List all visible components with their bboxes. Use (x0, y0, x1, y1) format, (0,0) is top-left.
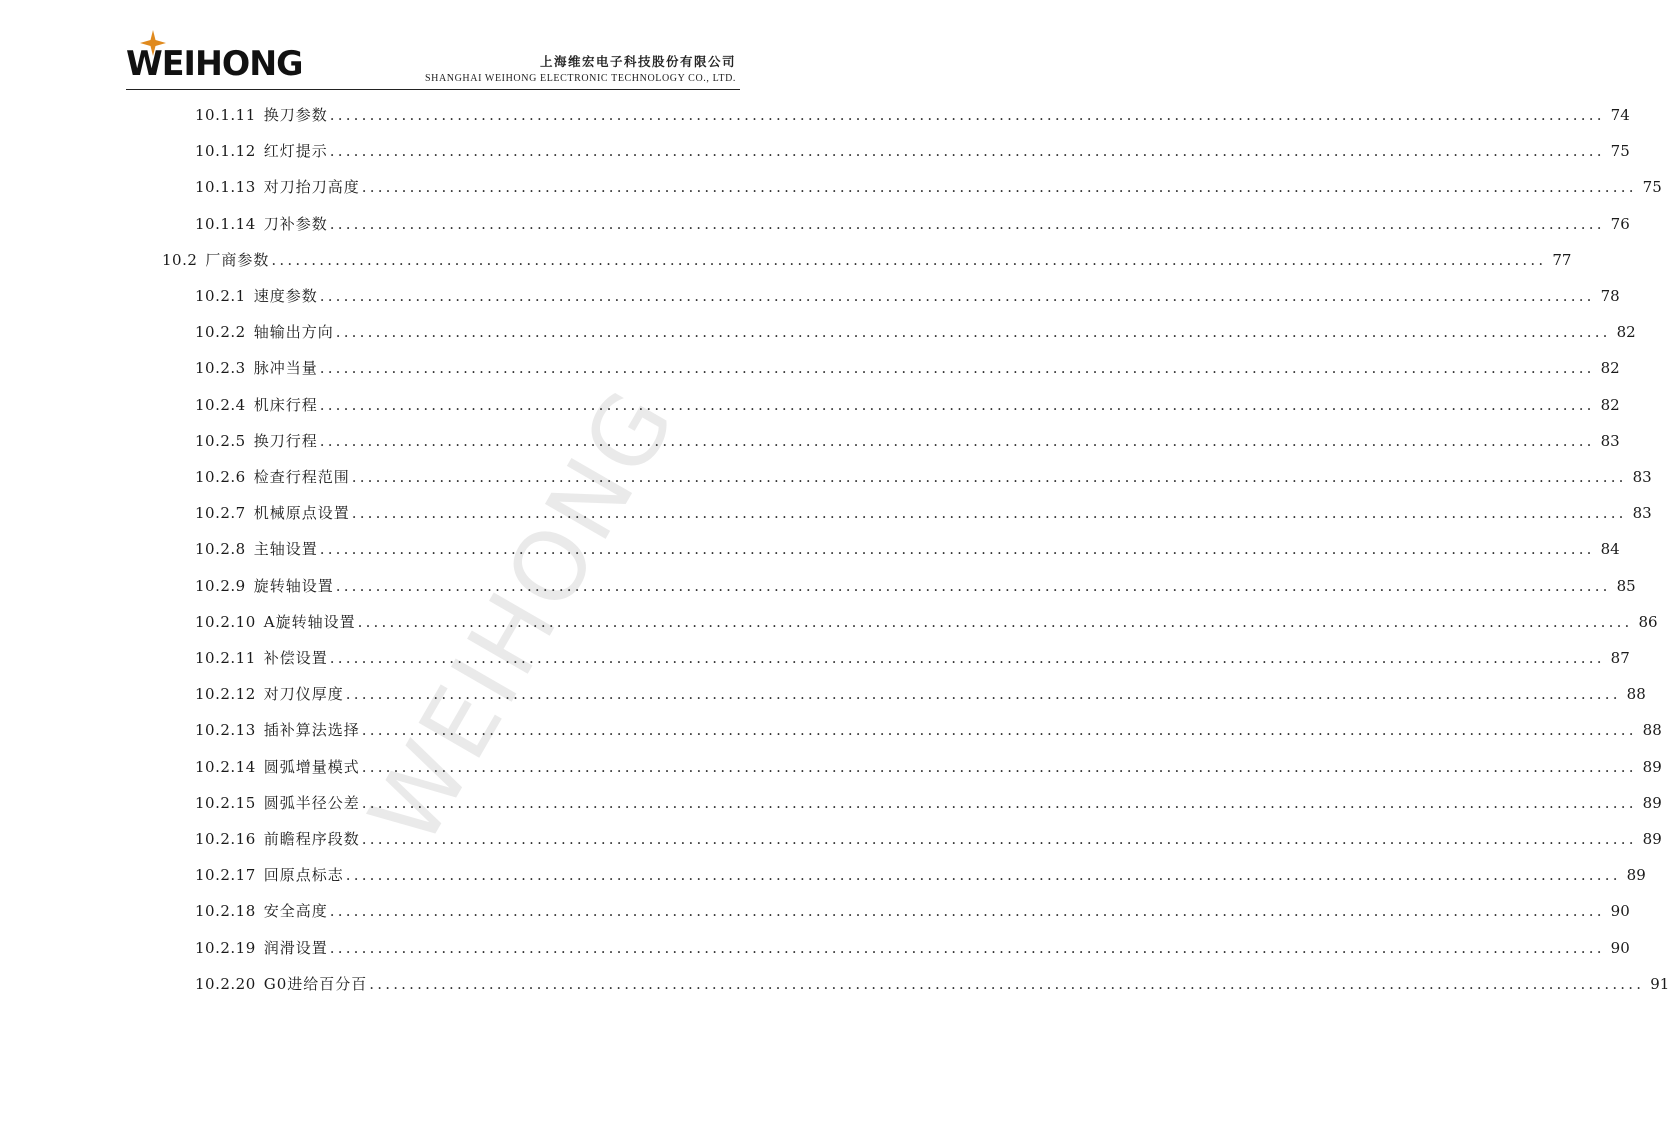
toc-entry-number: 10.2.15 (195, 793, 256, 812)
toc-entry-title: G0进给百分百 (263, 974, 368, 993)
company-name-english: SHANGHAI WEIHONG ELECTRONIC TECHNOLOGY CO., LTD. (424, 73, 736, 84)
toc-entry-title: 圆弧半径公差 (263, 793, 360, 812)
toc-entry-title: 刀补参数 (263, 214, 328, 233)
toc-leader-dots: ................................................................................................................................................................ (271, 250, 1547, 269)
toc-entry-title: 机械原点设置 (253, 504, 350, 523)
toc-entry[interactable] (195, 611, 1658, 633)
toc-entry[interactable] (195, 321, 1636, 343)
toc-leader-dots: ................................................................................................................................................................ (329, 142, 1605, 161)
toc-entry-page: 85 (1616, 576, 1636, 595)
toc-entry-page: 83 (1600, 431, 1620, 450)
toc-entry-title: 旋转轴设置 (253, 576, 334, 595)
toc-entry-title: 圆弧增量模式 (263, 757, 360, 776)
toc-entry[interactable] (195, 719, 1662, 741)
toc-leader-dots: ................................................................................................................................................................ (335, 576, 1611, 595)
toc-entry-number: 10.1.13 (195, 178, 256, 197)
toc-entry[interactable] (195, 683, 1646, 705)
toc-entry-number: 10.1.14 (195, 214, 256, 233)
toc-entry-title: A旋转轴设置 (263, 612, 356, 631)
toc-leader-dots: ................................................................................................................................................................ (345, 866, 1621, 885)
toc-leader-dots: ................................................................................................................................................................ (361, 178, 1637, 197)
toc-entry-title: 对刀抬刀高度 (263, 178, 360, 197)
company-name-chinese: 上海维宏电子科技股份有限公司 (539, 54, 736, 69)
toc-entry[interactable] (195, 575, 1636, 597)
toc-entry[interactable] (195, 828, 1662, 850)
toc-entry-page: 82 (1616, 323, 1636, 342)
toc-entry-number: 10.2.10 (195, 612, 256, 631)
toc-entry-number: 10.2.2 (195, 323, 246, 342)
toc-leader-dots: ................................................................................................................................................................ (329, 106, 1605, 124)
toc-leader-dots: ................................................................................................................................................................ (357, 612, 1633, 631)
toc-entry-title: 换刀行程 (253, 431, 318, 450)
toc-entry-title: 机床行程 (253, 395, 318, 414)
toc-entry[interactable] (162, 249, 1572, 271)
toc-entry-title: 主轴设置 (253, 540, 318, 559)
toc-leader-dots: ................................................................................................................................................................ (361, 793, 1637, 812)
toc-entry-number: 10.2.7 (195, 504, 246, 523)
toc-leader-dots: ................................................................................................................................................................ (319, 431, 1595, 450)
watermark: WEIHONG (347, 368, 698, 864)
toc-leader-dots: ................................................................................................................................................................ (369, 974, 1645, 993)
toc-entry[interactable] (195, 538, 1620, 560)
toc-entry[interactable] (195, 176, 1662, 198)
toc-entry-page: 82 (1600, 359, 1620, 378)
toc-entry-page: 89 (1626, 866, 1646, 885)
toc-entry[interactable] (195, 213, 1630, 235)
toc-entry-page: 91 (1650, 974, 1669, 993)
logo-text: WEIHONG (126, 44, 303, 84)
toc-entry-number: 10.2.8 (195, 540, 246, 559)
toc-entry-page: 86 (1638, 612, 1658, 631)
toc-leader-dots: ................................................................................................................................................................ (361, 830, 1637, 848)
toc-entry[interactable] (195, 466, 1652, 488)
toc-leader-dots: ................................................................................................................................................................ (351, 504, 1627, 523)
toc-entry-number: 10.2.13 (195, 721, 256, 740)
toc-entry-page: 87 (1610, 649, 1630, 667)
toc-entry-page: 88 (1626, 685, 1646, 704)
toc-entry-title: 检查行程范围 (253, 468, 350, 486)
toc-entry-page: 77 (1552, 250, 1572, 269)
toc-entry[interactable] (195, 502, 1652, 524)
toc-entry[interactable] (195, 792, 1662, 814)
toc-entry-title: 回原点标志 (263, 866, 344, 885)
toc-entry-page: 89 (1642, 830, 1662, 848)
toc-entry-page: 90 (1610, 902, 1630, 921)
toc-entry[interactable] (195, 756, 1662, 778)
toc-entry[interactable] (195, 285, 1620, 307)
toc-leader-dots: ................................................................................................................................................................ (319, 540, 1595, 559)
toc-entry-title: 安全高度 (263, 902, 328, 921)
toc-entry-number: 10.1.11 (195, 106, 256, 124)
toc-entry-title: 对刀仪厚度 (263, 685, 344, 704)
toc-entry-page: 89 (1642, 757, 1662, 776)
toc-leader-dots: ................................................................................................................................................................ (329, 214, 1605, 233)
toc-leader-dots: ................................................................................................................................................................ (319, 287, 1595, 305)
toc-entry[interactable] (195, 864, 1646, 886)
toc-entry-title: 换刀参数 (263, 106, 328, 124)
toc-entry-page: 88 (1642, 721, 1662, 740)
toc-entry-number: 10.2.1 (195, 287, 246, 305)
toc-leader-dots: ................................................................................................................................................................ (345, 685, 1621, 704)
toc-leader-dots: ................................................................................................................................................................ (319, 395, 1595, 414)
toc-entry-title: 速度参数 (253, 287, 318, 305)
toc-entry-title: 红灯提示 (263, 142, 328, 161)
toc-entry-page: 83 (1632, 504, 1652, 523)
toc-entry[interactable] (195, 140, 1630, 162)
toc-entry[interactable] (195, 430, 1620, 452)
toc-entry[interactable] (195, 937, 1630, 959)
toc-entry-number: 10.2.16 (195, 830, 256, 848)
toc-entry-number: 10.2.20 (195, 974, 256, 993)
toc-entry-page: 78 (1600, 287, 1620, 305)
toc-entry-number: 10.2.3 (195, 359, 246, 378)
toc-leader-dots: ................................................................................................................................................................ (361, 721, 1637, 740)
toc-entry-page: 82 (1600, 395, 1620, 414)
toc-entry-number: 10.2.9 (195, 576, 246, 595)
toc-entry[interactable] (195, 647, 1630, 669)
toc-entry-page: 75 (1610, 142, 1630, 161)
toc-entry[interactable] (195, 900, 1630, 922)
toc-leader-dots: ................................................................................................................................................................ (319, 359, 1595, 378)
toc-entry-page: 74 (1610, 106, 1630, 124)
toc-entry-number: 10.2.17 (195, 866, 256, 885)
toc-entry-number: 10.2 (162, 250, 198, 269)
toc-entry-number: 10.2.11 (195, 649, 256, 667)
toc-entry-page: 76 (1610, 214, 1630, 233)
toc-entry-page: 75 (1642, 178, 1662, 197)
toc-entry-page: 83 (1632, 468, 1652, 486)
toc-leader-dots: ................................................................................................................................................................ (329, 649, 1605, 667)
toc-entry-number: 10.2.5 (195, 431, 246, 450)
toc-entry-title: 润滑设置 (263, 938, 328, 957)
toc-entry-title: 插补算法选择 (263, 721, 360, 740)
toc-entry[interactable] (195, 973, 1669, 995)
toc-leader-dots: ................................................................................................................................................................ (329, 938, 1605, 957)
page-header (0, 0, 866, 92)
toc-entry-page: 84 (1600, 540, 1620, 559)
toc-entry-title: 厂商参数 (205, 250, 270, 269)
toc-entry-page: 90 (1610, 938, 1630, 957)
toc-leader-dots: ................................................................................................................................................................ (351, 468, 1627, 486)
toc-leader-dots: ................................................................................................................................................................ (335, 323, 1611, 342)
toc-entry[interactable] (195, 357, 1620, 379)
toc-entry-number: 10.2.14 (195, 757, 256, 776)
header-divider (126, 89, 740, 90)
toc-entry-title: 补偿设置 (263, 649, 328, 667)
toc-entry[interactable] (195, 394, 1620, 416)
toc-entry-number: 10.2.4 (195, 395, 246, 414)
toc-entry-number: 10.2.18 (195, 902, 256, 921)
toc-entry[interactable] (195, 104, 1630, 126)
toc-entry-number: 10.2.6 (195, 468, 246, 486)
toc-leader-dots: ................................................................................................................................................................ (361, 757, 1637, 776)
toc-entry-page: 89 (1642, 793, 1662, 812)
toc-entry-number: 10.2.19 (195, 938, 256, 957)
toc-entry-number: 10.2.12 (195, 685, 256, 704)
toc-entry-title: 轴输出方向 (253, 323, 334, 342)
toc-entry-title: 脉冲当量 (253, 359, 318, 378)
toc-entry-number: 10.1.12 (195, 142, 256, 161)
weihong-logo (126, 38, 316, 86)
toc-entry-title: 前瞻程序段数 (263, 830, 360, 848)
toc-leader-dots: ................................................................................................................................................................ (329, 902, 1605, 921)
